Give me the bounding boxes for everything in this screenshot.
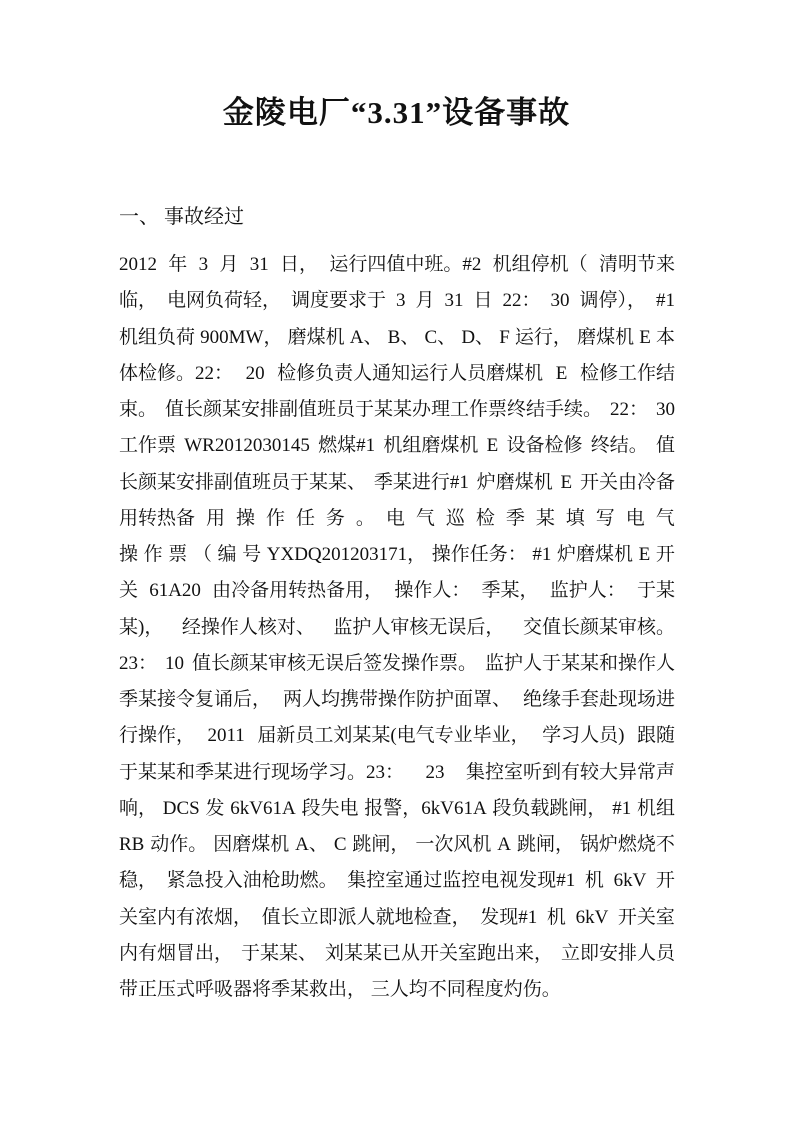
text-token: 巡	[445, 507, 465, 529]
text-token: 炉磨煤机	[556, 544, 633, 565]
text-token: 值长颜某审核无误后签发操作票。	[191, 652, 477, 674]
text-token: 900MW，	[200, 326, 283, 348]
text-token: 关室内有浓烟，	[119, 906, 253, 928]
text-token: 燃煤#1	[318, 435, 376, 457]
text-token: 于某	[636, 580, 675, 602]
text-token: 年	[168, 254, 188, 275]
text-token: A、	[349, 326, 383, 348]
text-token: 开	[655, 870, 675, 892]
text-token: 长颜某安排副值班员于某某、	[119, 471, 367, 493]
text-token: 电	[625, 507, 645, 529]
text-token: 炉磨煤机	[476, 471, 553, 493]
text-token: 写	[595, 507, 615, 529]
text-token: 关	[119, 580, 139, 602]
text-token: 季	[505, 507, 525, 529]
text-token: 检	[475, 507, 495, 529]
text-token: E	[638, 544, 651, 565]
text-token: 磨煤机	[287, 326, 345, 348]
text-token: 气	[655, 507, 675, 529]
text-token: 机	[584, 870, 604, 892]
text-token: 磨煤机	[577, 326, 635, 348]
text-token: 23：	[119, 652, 158, 674]
text-token: 调度要求于	[291, 290, 387, 312]
text-token: 经操作人核对、	[181, 616, 315, 638]
text-token: F	[499, 326, 510, 348]
section-heading: 一、 事故经过	[119, 206, 244, 228]
text-token: 集控室通过监控电视发现#1	[347, 870, 576, 892]
text-token: 开	[655, 544, 675, 565]
text-token: 终结。	[590, 435, 648, 457]
text-token: C、	[424, 326, 457, 348]
text-token: 季某进行#1	[373, 471, 469, 493]
text-token: 紧急投入油枪助燃。	[166, 870, 338, 892]
text-token: 学习人员)	[542, 725, 625, 747]
text-token: 用	[205, 507, 225, 529]
text-token: 6kV61A	[230, 797, 296, 819]
text-token: 某)，	[119, 616, 164, 638]
text-token: 6kV	[613, 870, 647, 892]
text-token: E	[555, 362, 568, 384]
text-token: E	[486, 435, 499, 457]
text-token: 届新员工刘某某(电气专业毕业，	[257, 725, 530, 747]
text-token: 气	[415, 507, 435, 529]
text-token: A、	[295, 834, 328, 855]
text-token: 2011	[207, 725, 245, 747]
text-token: 立即安排人员	[560, 942, 675, 964]
text-token: 务	[325, 507, 345, 529]
document-title: 金陵电厂“3.31”设备事故	[222, 95, 571, 130]
text-token: 监护人于某某和操作人	[484, 652, 675, 674]
text-token: 本	[655, 326, 675, 348]
text-token: 编	[217, 544, 237, 565]
text-token: 31	[444, 290, 464, 312]
text-token: 季某，	[481, 580, 539, 602]
text-token: DCS	[162, 797, 200, 819]
text-token: 发	[205, 797, 225, 819]
text-token: 机组磨煤机	[383, 435, 479, 457]
text-token: 某	[535, 507, 555, 529]
text-token: 运行，	[514, 326, 572, 348]
text-token: 开关室	[617, 906, 675, 928]
text-token: RB	[119, 834, 145, 855]
text-token: 机组负荷	[119, 326, 196, 348]
text-token: #1	[612, 797, 632, 819]
text-token: 23	[425, 761, 445, 783]
text-token: 30	[550, 290, 570, 312]
paragraph-line	[119, 682, 675, 718]
text-token: A	[497, 834, 512, 855]
paragraph-line: 带正压式呼吸器将季某救出， 三人均不同程度灼伤。	[119, 979, 561, 1000]
text-token: 日	[473, 290, 493, 312]
text-token: C	[333, 834, 347, 855]
text-token: 任	[295, 507, 315, 529]
text-token: 于某某、	[240, 942, 317, 964]
paragraph-line	[119, 900, 675, 936]
text-token: 行操作，	[119, 725, 196, 747]
text-token: 31	[249, 254, 269, 275]
text-token: 30	[656, 399, 675, 420]
text-token: 操	[119, 544, 139, 565]
text-token: 段失电	[301, 797, 359, 819]
text-token: 月	[219, 254, 239, 275]
text-token: 跳闸，	[352, 834, 410, 855]
text-token: #1	[655, 290, 675, 312]
text-token: 两人均携带操作防护面罩、	[282, 689, 511, 710]
text-token: 交值长颜某审核。	[522, 616, 675, 638]
text-token: 用转热备	[119, 507, 196, 529]
text-token: 机组	[636, 797, 675, 819]
text-token: E	[560, 471, 573, 493]
text-token: 清明节来	[598, 254, 675, 275]
text-token: 报警，6kV61A	[364, 797, 487, 819]
text-token: 因磨煤机	[213, 834, 290, 855]
text-token: 稳，	[119, 870, 158, 892]
text-token: 锅炉燃烧不	[579, 834, 675, 855]
text-token: B、	[387, 326, 420, 348]
text-token: 填	[565, 507, 585, 529]
text-token: 绝缘手套赴现场进	[522, 689, 675, 710]
text-token: WR2012030145	[184, 435, 310, 457]
text-token: 号	[242, 544, 262, 565]
text-token: D、	[461, 326, 495, 348]
paragraph-line	[119, 501, 675, 537]
paragraph-line	[119, 283, 675, 319]
text-token: 工作票	[119, 435, 177, 457]
text-token: 集控室听到有较大异常声	[465, 761, 675, 783]
text-token: 检修负责人通知运行人员磨煤机	[277, 362, 544, 384]
text-token: 开关由冷备	[579, 471, 675, 493]
text-token: 季某接令复诵后，	[119, 689, 272, 710]
text-token: 票	[168, 544, 188, 565]
text-token: E	[639, 326, 651, 348]
text-token: 3	[198, 254, 209, 275]
text-token: 检修工作结	[579, 362, 675, 384]
text-token: 由冷备用转热备用，	[212, 580, 384, 602]
paragraph-line	[119, 247, 675, 283]
text-token: 操作任务：	[431, 544, 527, 565]
paragraph-line	[119, 392, 675, 428]
text-token: 体检修。22：	[119, 362, 234, 384]
body-paragraph	[119, 247, 675, 1008]
text-token: 10	[165, 652, 184, 674]
text-token: 电网负荷轻，	[167, 290, 282, 312]
text-token: 段负载跳闸，	[492, 797, 607, 819]
text-token: 操	[235, 507, 255, 529]
text-token: 响，	[119, 797, 158, 819]
text-token: 于某某和季某进行现场学习。23：	[119, 761, 405, 783]
text-token: 。	[355, 507, 375, 529]
text-token: 61A20	[149, 580, 201, 602]
paragraph-line	[119, 936, 675, 972]
text-token: 束。	[119, 399, 158, 420]
text-token: 临，	[119, 290, 158, 312]
text-token: 跟随	[636, 725, 675, 747]
paragraph-line	[119, 573, 675, 609]
text-token: 20	[245, 362, 265, 384]
text-token: 月	[415, 290, 435, 312]
paragraph-line	[119, 827, 675, 863]
paragraph-line	[119, 646, 675, 682]
paragraph-line	[119, 791, 675, 827]
text-token: 作	[143, 544, 163, 565]
text-token: 3	[396, 290, 406, 312]
text-token: 22：	[610, 399, 649, 420]
text-token: YXDQ201203171，	[266, 544, 427, 565]
paragraph-line	[119, 755, 675, 791]
text-token: 值	[655, 435, 675, 457]
text-token: 刘某某已从开关室跑出来，	[324, 942, 553, 964]
text-token: 监护人：	[549, 580, 626, 602]
paragraph-line	[119, 610, 675, 646]
text-token: 作	[265, 507, 285, 529]
paragraph-line	[119, 465, 675, 501]
paragraph-line	[119, 356, 675, 392]
paragraph-line	[119, 428, 675, 464]
text-token: 内有烟冒出，	[119, 942, 234, 964]
text-token: 设备检修	[506, 435, 583, 457]
text-token: 值长立即派人就地检查，	[261, 906, 471, 928]
text-token: 机	[546, 906, 566, 928]
text-token: 动作。	[150, 834, 208, 855]
text-token: 电	[385, 507, 405, 529]
paragraph-line	[119, 320, 675, 356]
text-token: 2012	[119, 254, 157, 275]
text-token: 值长颜某安排副值班员于某某办理工作票终结手续。	[165, 399, 603, 420]
text-token: 跳闸，	[516, 834, 574, 855]
text-token: 22：	[502, 290, 541, 312]
text-token: 操作人：	[394, 580, 471, 602]
text-token: 发现#1	[480, 906, 538, 928]
text-token: 运行四值中班。#2	[329, 254, 482, 275]
text-token: 一次风机	[415, 834, 492, 855]
text-token: 6kV	[575, 906, 609, 928]
paragraph-line	[119, 718, 675, 754]
text-token: （	[192, 544, 212, 565]
text-token: 日，	[280, 254, 319, 275]
text-token: 监护人审核无误后，	[333, 616, 505, 638]
text-token: 调停），	[579, 290, 646, 312]
text-token: #1	[532, 544, 552, 565]
paragraph-line	[119, 537, 675, 573]
text-token: 机组停机（	[492, 254, 588, 275]
paragraph-line	[119, 863, 675, 899]
